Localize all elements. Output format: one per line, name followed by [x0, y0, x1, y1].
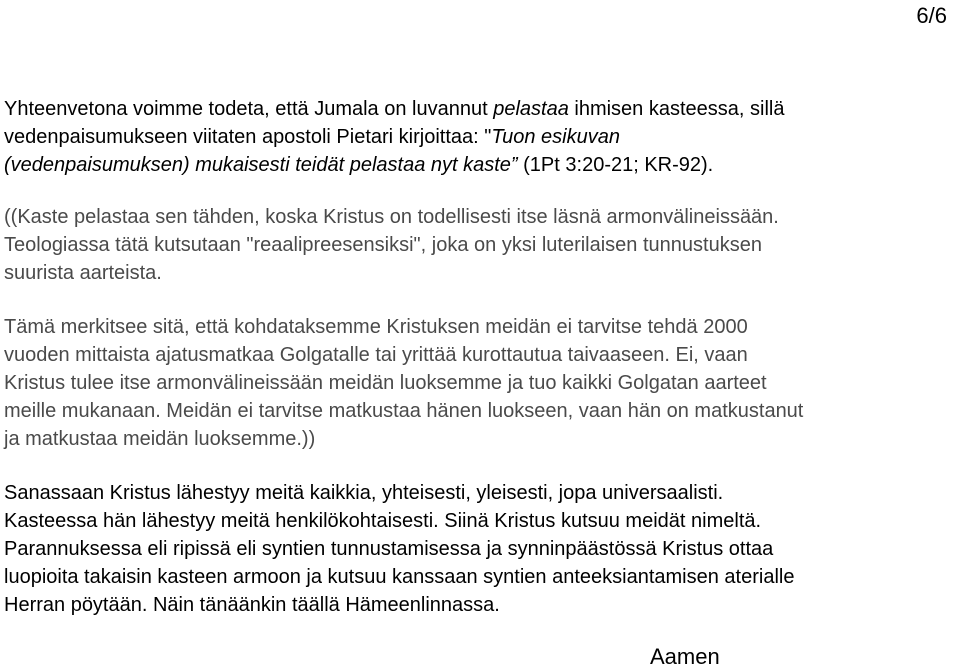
text-line — [4, 123, 954, 151]
text-run: meille mukanaan. Meidän ei tarvitse matkustaa hänen luokseen, vaan hän on matkustanut — [4, 400, 804, 422]
text-run: Parannuksessa eli ripissä eli syntien tunnustamisessa ja synninpäästössä Kristus ottaa — [4, 538, 774, 560]
text-line — [4, 203, 954, 231]
text-line — [4, 341, 954, 369]
text-line — [4, 313, 954, 341]
text-run: Yhteenvetona voimme todeta, että Jumala on luvannut — [4, 98, 494, 120]
text-run: Herran pöytään. Näin tänäänkin täällä Hämeenlinnassa. — [4, 594, 500, 616]
closing-amen: Aamen — [650, 644, 720, 669]
text-run: Sanassaan Kristus lähestyy meitä kaikkia, yhteisesti, yleisesti, jopa universaalisti. — [4, 482, 724, 504]
text-line — [4, 95, 954, 123]
text-line — [4, 479, 954, 507]
paragraph-summary — [4, 95, 954, 179]
page-number: 6/6 — [916, 3, 947, 28]
text-line — [4, 425, 954, 453]
paragraph-baptism-presence — [4, 203, 954, 287]
text-run: Kasteessa hän lähestyy meitä henkilökohtaisesti. Siinä Kristus kutsuu meidät nimeltä. — [4, 510, 762, 532]
italic-text-run: (vedenpaisumuksen) mukaisesti teidät pelastaa nyt kaste” — [4, 154, 518, 176]
paragraph-approach — [4, 479, 954, 619]
text-run: vuoden mittaista ajatusmatkaa Golgatalle tai yrittää kurottautua taivaaseen. Ei, vaan — [4, 344, 748, 366]
italic-text-run: Tuon esikuvan — [491, 126, 620, 148]
text-run: Kristus tulee itse armonvälineissään meidän luoksemme ja tuo kaikki Golgatan aarteet — [4, 372, 767, 394]
text-line — [4, 535, 954, 563]
italic-text-run: pelastaa — [493, 98, 569, 120]
text-line — [4, 369, 954, 397]
text-run: (1Pt 3:20-21; KR-92). — [517, 154, 714, 176]
text-line — [4, 507, 954, 535]
text-run: suurista aarteista. — [4, 262, 162, 284]
text-run: luopioita takaisin kasteen armoon ja kutsuu kanssaan syntien anteeksiantamisen aterialle — [4, 566, 795, 588]
text-line — [4, 259, 954, 287]
text-line — [4, 397, 954, 425]
text-line — [4, 231, 954, 259]
paragraph-golgatha — [4, 313, 954, 453]
text-line — [4, 563, 954, 591]
text-line — [4, 591, 954, 619]
text-line — [4, 151, 954, 179]
text-run: ((Kaste pelastaa sen tähden, koska Kristus on todellisesti itse läsnä armonvälineissään. — [4, 206, 779, 228]
text-run: Teologiassa tätä kutsutaan "reaalipreesensiksi", joka on yksi luterilaisen tunnustuksen — [4, 234, 762, 256]
text-run: vedenpaisumukseen viitaten apostoli Pietari kirjoittaa: " — [4, 126, 492, 148]
text-run: ihmisen kasteessa, sillä — [568, 98, 785, 120]
text-run: Tämä merkitsee sitä, että kohdataksemme Kristuksen meidän ei tarvitse tehdä 2000 — [4, 316, 748, 338]
text-run: ja matkustaa meidän luoksemme.)) — [4, 428, 316, 450]
